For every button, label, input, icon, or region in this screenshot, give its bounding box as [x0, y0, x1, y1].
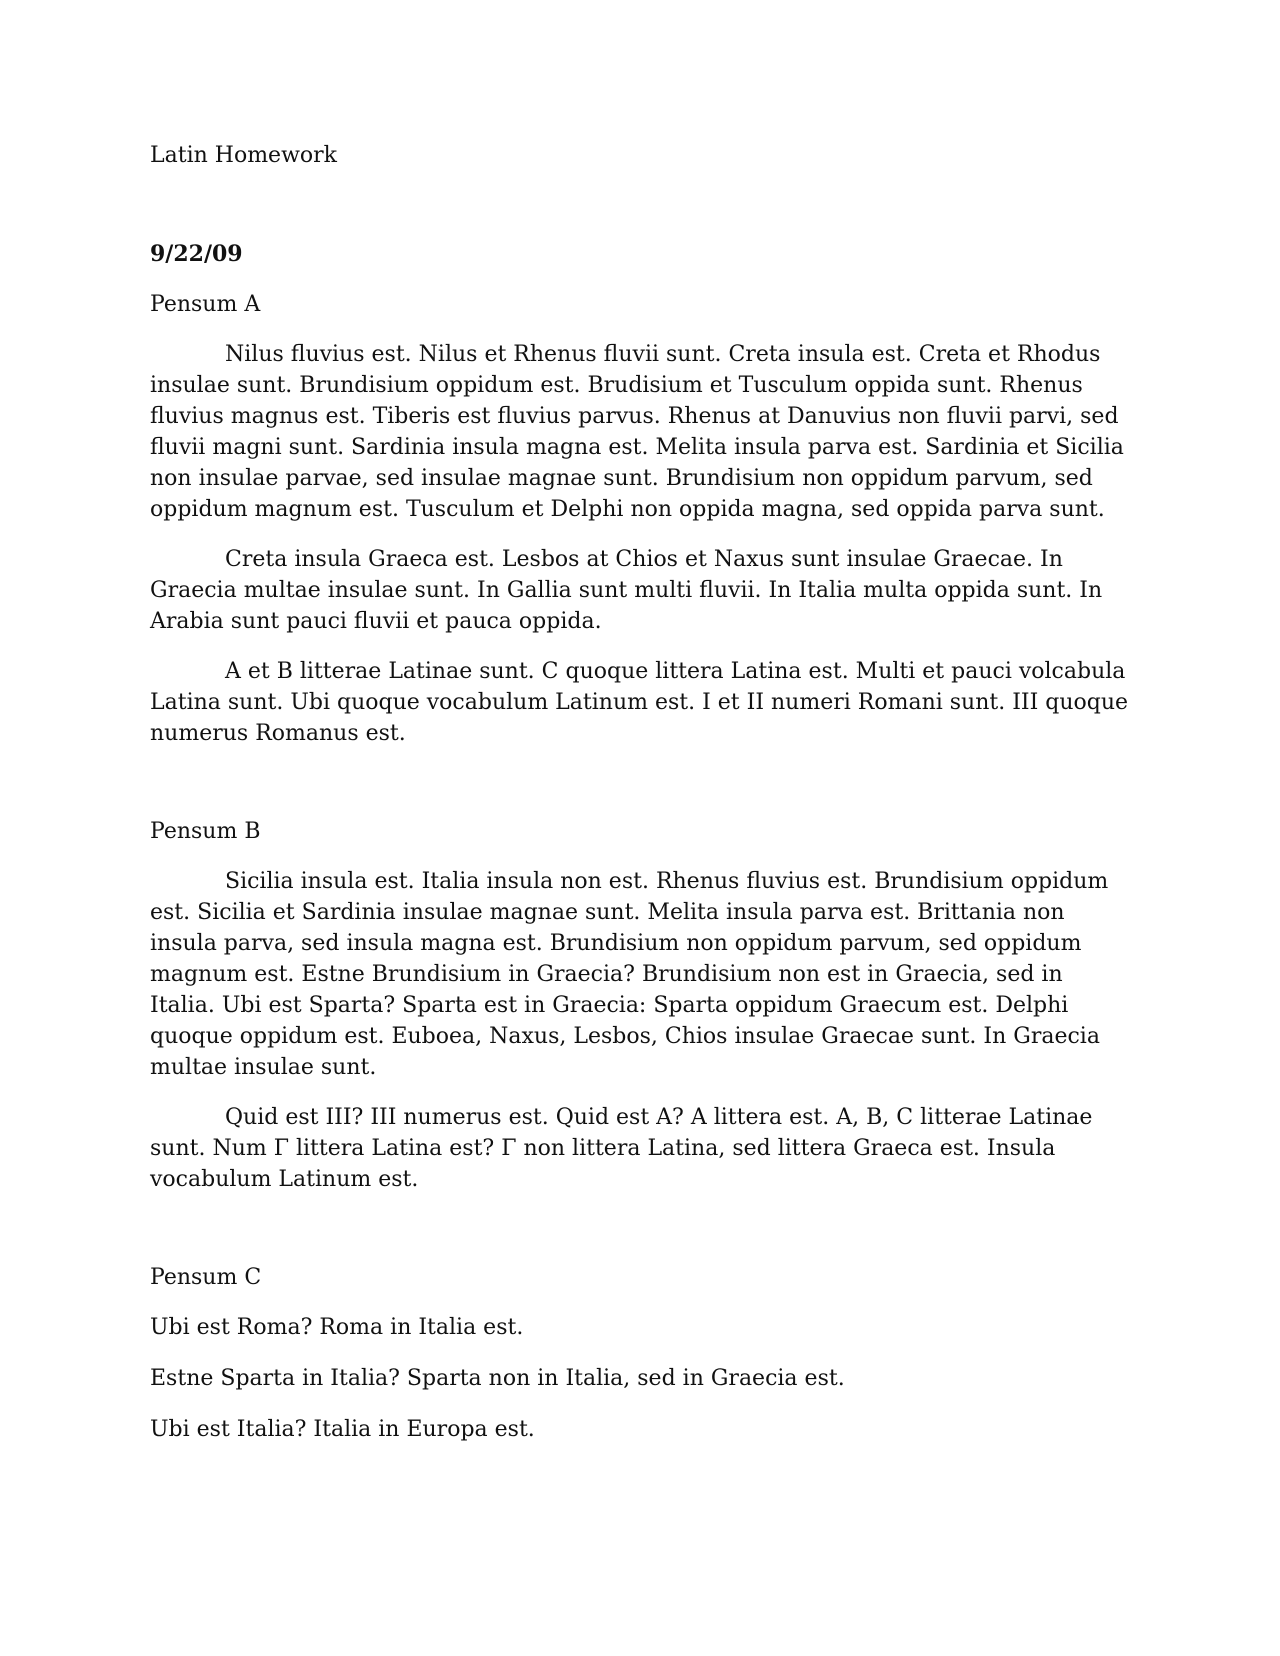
paragraph: Quid est III? III numerus est. Quid est A? A littera est. A, B, C litterae Latinae sunt. Num Γ littera Latina est? Γ non littera Latina, sed littera Graeca est. Insula vocabulum Latinum est. — [150, 1105, 1093, 1192]
section-heading: Pensum A — [150, 292, 261, 317]
section-pensum-c — [150, 1262, 1130, 1445]
paragraph: Nilus fluvius est. Nilus et Rhenus fluvii sunt. Creta insula est. Creta et Rhodus insulae sunt. Brundisium oppidum est. Brudisium et Tusculum oppida sunt. Rhenus fluvius magnus est. Tiberis est fluvius parvus. Rhenus at Danuvius non fluvii parvi, sed fluvii magni sunt. Sardinia insula magna est. Melita insula parva est. Sardinia et Sicilia non insulae parvae, sed insulae magnae sunt. Brundisium non oppidum parvum, sed oppidum magnum est. Tusculum et Delphi non oppida magna, sed oppida parva sunt. — [150, 342, 1124, 522]
section-pensum-a — [150, 289, 1130, 749]
paragraph: Sicilia insula est. Italia insula non est. Rhenus fluvius est. Brundisium oppidum est. Sicilia et Sardinia insulae magnae sunt. Melita insula parva est. Brittania non insula parva, sed insula magna est. Brundisium non oppidum parvum, sed oppidum magnum est. Estne Brundisium in Graecia? Brundisium non est in Graecia, sed in Italia. Ubi est Sparta? Sparta est in Graecia: Sparta oppidum Graecum est. Delphi quoque oppidum est. Euboea, Naxus, Lesbos, Chios insulae Graecae sunt. In Graecia multae insulae sunt. — [150, 869, 1109, 1080]
paragraph: Creta insula Graeca est. Lesbos at Chios et Naxus sunt insulae Graecae. In Graecia multae insulae sunt. In Gallia sunt multi fluvii. In Italia multa oppida sunt. In Arabia sunt pauci fluvii et pauca oppida. — [150, 547, 1103, 634]
paragraph: A et B litterae Latinae sunt. C quoque littera Latina est. Multi et pauci volcabula Latina sunt. Ubi quoque vocabulum Latinum est. I et II numeri Romani sunt. III quoque numerus Romanus est. — [150, 659, 1129, 746]
text-line: Estne Sparta in Italia? Sparta non in Italia, sed in Graecia est. — [150, 1366, 845, 1391]
document-date: 9/22/09 — [150, 241, 243, 267]
document-title: Latin Homework — [150, 143, 337, 168]
document-page — [150, 140, 1130, 1465]
section-pensum-b — [150, 816, 1130, 1195]
blank-line — [150, 768, 1130, 816]
section-heading: Pensum C — [150, 1265, 262, 1290]
section-heading: Pensum B — [150, 819, 261, 844]
text-line: Ubi est Italia? Italia in Europa est. — [150, 1417, 535, 1442]
text-line: Ubi est Roma? Roma in Italia est. — [150, 1315, 524, 1340]
blank-line — [150, 1214, 1130, 1262]
